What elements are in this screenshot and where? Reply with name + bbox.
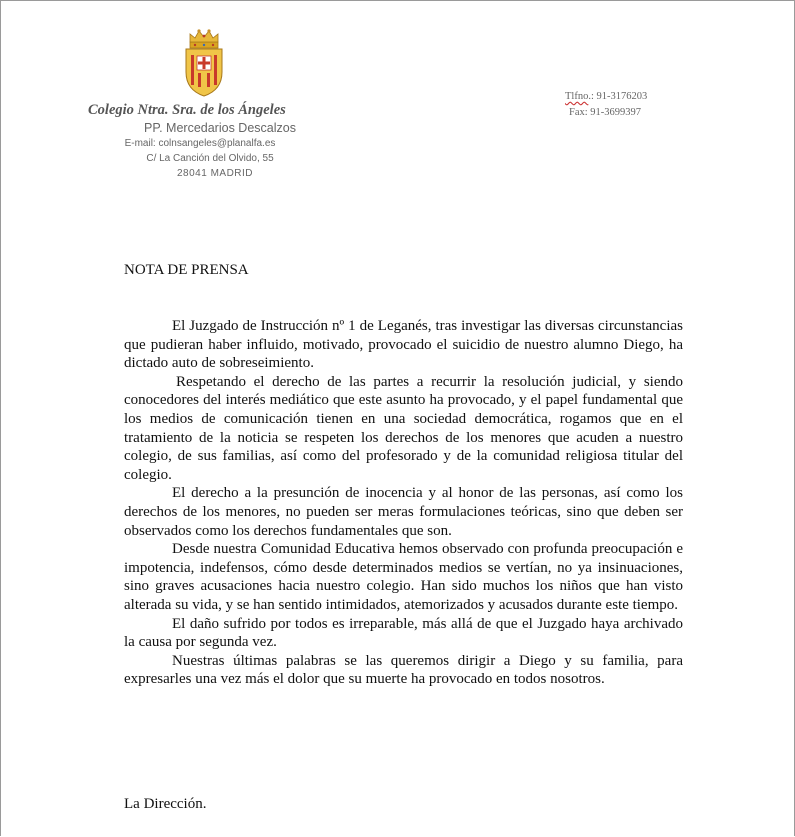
phone-label: Tlfno <box>565 91 589 102</box>
contact-block <box>560 89 670 121</box>
signature: La Dirección. <box>124 796 207 812</box>
paragraph: El daño sufrido por todos es irreparable, más allá de que el Juzgado haya archivado la causa por segunda vez. <box>124 615 683 651</box>
school-name: Colegio Ntra. Sra. de los Ángeles <box>88 102 286 118</box>
document-body <box>124 317 683 689</box>
school-city: 28041 MADRID <box>176 168 254 179</box>
religious-order: PP. Mercedarios Descalzos <box>144 121 296 135</box>
phone-line <box>565 89 675 105</box>
school-crest-icon <box>181 28 227 98</box>
crown-icon <box>190 29 218 48</box>
phone-number: .: 91-3176203 <box>588 91 648 102</box>
paragraph: Desde nuestra Comunidad Educativa hemos observado con profunda preocupación e impotencia, indefensos, cómo desde determinados medios se vertían, no ya insinuaciones, sino graves acusaciones hacia nuestro colegio. Han sido muchos los niños que han visto alterada su vida, y se han sentido intimidados, atemorizados y acusados durante este tiempo. <box>124 541 683 613</box>
fax-line: Fax: 91-3699397 <box>569 107 642 118</box>
shield-icon <box>186 49 222 96</box>
paragraph: El Juzgado de Instrucción nº 1 de Leganés, tras investigar las diversas circunstancias que pudieran haber influido, motivado, provocado el suicidio de nuestro alumno Diego, ha dictado auto de sobreseimiento. <box>124 318 683 372</box>
school-email: E-mail: colnsangeles@planalfa.es <box>124 138 276 149</box>
paragraph: Respetando el derecho de las partes a recurrir la resolución judicial, y siendo conocedores del interés mediático que este asunto ha provocado, y el papel fundamental que los medios de comunicación tienen en una sociedad democrática, rogamos que en el tratamiento de la noticia se respeten los derechos de los menores que acuden a nuestro colegio, de sus familias, así como del profesorado y de la comunidad religiosa titular del colegio. <box>124 373 683 483</box>
paragraph: El derecho a la presunción de inocencia y al honor de las personas, así como los derechos de los menores, no pueden ser meras formulaciones teóricas, sino que deben ser observados como los derechos fundamentales que son. <box>124 485 683 539</box>
paragraph: Nuestras últimas palabras se las queremos dirigir a Diego y su familia, para expresarles una vez más el dolor que su muerte ha provocado en todos nosotros. <box>124 652 683 688</box>
document-title: NOTA DE PRENSA <box>124 262 249 278</box>
school-address: C/ La Canción del Olvido, 55 <box>146 153 274 164</box>
